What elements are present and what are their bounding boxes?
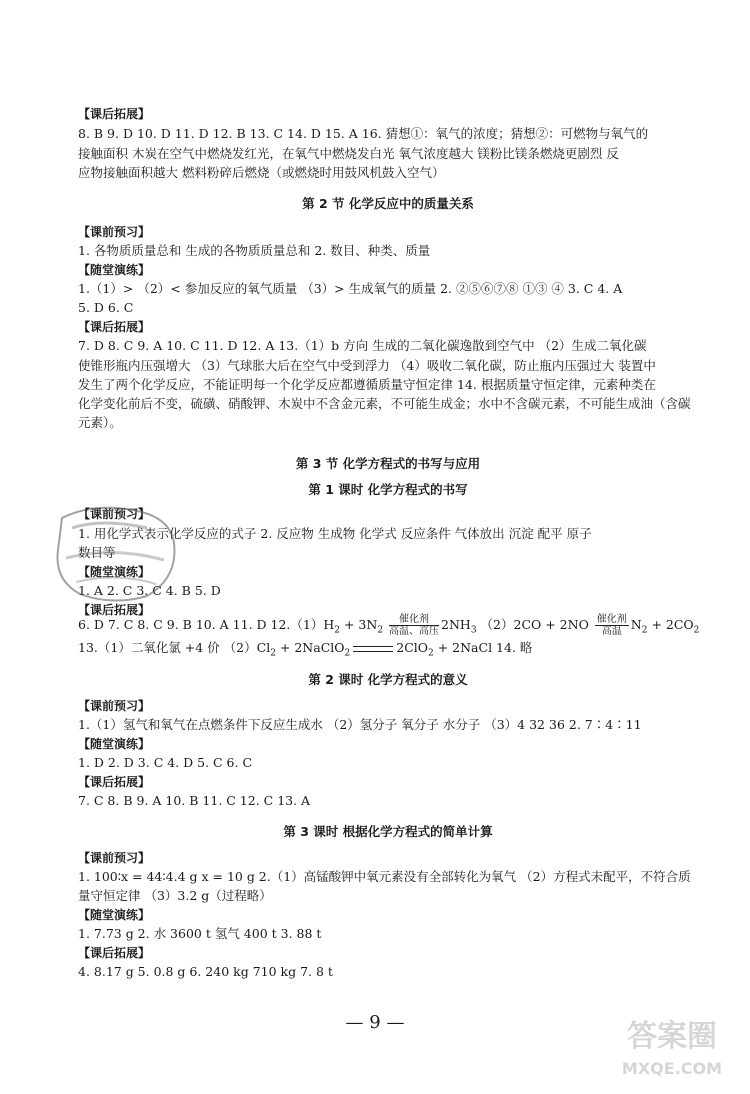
subscript: 3	[470, 625, 477, 636]
section-title: 第 2 节 化学反应中的质量关系	[302, 196, 474, 211]
section-label-preview: 【课前预习】	[78, 699, 151, 713]
section-label-extension: 【课后拓展】	[78, 603, 151, 617]
answer-line: 7. D 8. C 9. A 10. C 11. D 12. A 13.（1）b 方向 生成的二氧化碳逸散到空气中 （2）生成二氧化碳	[78, 338, 647, 353]
subscript: 2	[641, 625, 648, 636]
section-label-drill: 【随堂演练】	[78, 737, 151, 751]
section-label-extension: 【课后拓展】	[78, 320, 151, 334]
answer-line: 发生了两个化学反应，不能证明每一个化学反应都遵循质量守恒定律 14. 根据质量守恒定律，元素种类在	[78, 377, 656, 392]
section-label-extension: 【课后拓展】	[78, 775, 151, 789]
answer-text: + 3N	[340, 617, 378, 632]
answer-line: 7. C 8. B 9. A 10. B 11. C 12. C 13. A	[78, 793, 311, 808]
answer-text: N	[630, 617, 642, 632]
reaction-condition-top: 催化剂	[596, 614, 627, 625]
answer-line-equations	[78, 614, 698, 642]
subscript: 2	[270, 648, 276, 659]
answer-text: 13.（1）二氧化氯 +4 价 （2）Cl	[78, 640, 271, 655]
answer-line: 化学变化前后不变，硫磺、硝酸钾、木炭中不含金元素，不可能生成金；水中不含碳元素，不可能生成油（含碳	[78, 396, 691, 411]
page-number: — 9 —	[345, 1012, 405, 1033]
reaction-condition-top: 催化剂	[389, 614, 439, 626]
section-label-extension: 【课后拓展】	[78, 107, 151, 121]
section-label-preview: 【课前预习】	[78, 225, 151, 239]
answer-line: 1. 用化学式表示化学反应的式子 2. 反应物 生成物 化学式 反应条件 气体放出 沉淀 配平 原子	[78, 526, 592, 541]
lesson-title: 第 2 课时 化学方程式的意义	[308, 672, 468, 687]
subscript: 2	[344, 648, 351, 659]
answer-text: + 2NaClO	[275, 640, 345, 655]
watermark-title: 答案圈	[627, 1019, 717, 1054]
answer-text: （2）2CO + 2NO	[476, 617, 593, 632]
answer-line: 使锥形瓶内压强增大 （3）气球胀大后在空气中受到浮力 （4）吸收二氧化碳，防止瓶内压强过大 装置中	[78, 358, 656, 373]
answer-line: 1. A 2. C 3. C 4. B 5. D	[78, 583, 221, 598]
site-watermark	[602, 1006, 742, 1086]
section-label-drill: 【随堂演练】	[78, 908, 151, 922]
answer-text: 2NH	[441, 617, 471, 632]
reaction-condition-bottom: 高温、高压	[389, 626, 440, 637]
ink-stamp	[52, 498, 180, 608]
answer-line: 1.（1）> （2）< 参加反应的氧气质量 （3）> 生成氧气的质量 2. ②⑤⑥⑦⑧ ①③ ④ 3. C 4. A	[78, 281, 623, 296]
answer-line: 5. D 6. C	[78, 300, 134, 315]
answer-text: 6. D 7. C 8. C 9. B 10. A 11. D 12.（1）H	[78, 617, 335, 632]
answer-line: 1.（1）氢气和氧气在点燃条件下反应生成水 （2）氢分子 氧分子 水分子 （3）4 32 36 2. 7∶4∶11	[78, 717, 642, 732]
answer-text: + 2NaCl 14. 略	[433, 640, 533, 655]
subscript: 2	[334, 625, 340, 636]
subscript: 2	[693, 625, 700, 636]
answer-line: 1. 100∶x = 44∶4.4 g x = 10 g 2.（1）高锰酸钾中氧元素没有全部转化为氧气 （2）方程式未配平，不符合质	[78, 869, 691, 884]
section-title: 第 3 节 化学方程式的书写与应用	[295, 456, 481, 471]
answer-text: 2ClO	[396, 640, 429, 655]
equals-sign	[353, 646, 393, 652]
answer-line: 量守恒定律 （3）3.2 g（过程略）	[78, 888, 272, 903]
answer-text: + 2CO	[647, 617, 694, 632]
answer-line: 4. 8.17 g 5. 0.8 g 6. 240 kg 710 kg 7. 8 t	[78, 964, 333, 979]
answer-line: 接触面积 木炭在空气中燃烧发红光，在氧气中燃烧发白光 氧气浓度越大 镁粉比镁条燃烧更剧烈 反	[78, 146, 619, 161]
lesson-title: 第 3 课时 根据化学方程式的简单计算	[283, 824, 493, 839]
subscript: 2	[428, 648, 434, 659]
section-label-extension: 【课后拓展】	[78, 946, 151, 960]
answer-line: 1. D 2. D 3. C 4. D 5. C 6. C	[78, 755, 253, 770]
lesson-title: 第 1 课时 化学方程式的书写	[308, 482, 468, 497]
answer-line: 8. B 9. D 10. D 11. D 12. B 13. C 14. D 15. A 16. 猜想①：氧气的浓度；猜想②：可燃物与氧气的	[78, 126, 649, 141]
answer-line: 1. 7.73 g 2. 水 3600 t 氢气 400 t 3. 88 t	[78, 926, 322, 941]
answer-line: 数目等	[78, 545, 116, 560]
answer-line: 应物接触面积越大 燃料粉碎后燃烧（或燃烧时用鼓风机鼓入空气）	[78, 165, 445, 180]
reaction-arrow	[595, 614, 629, 637]
answer-line	[78, 640, 698, 662]
section-label-drill: 【随堂演练】	[78, 263, 151, 277]
section-label-preview: 【课前预习】	[78, 507, 151, 521]
answer-line: 元素）。	[78, 415, 122, 430]
watermark-url: MXQE.COM	[621, 1059, 723, 1078]
section-label-drill: 【随堂演练】	[78, 565, 151, 579]
subscript: 2	[377, 625, 384, 636]
section-label-preview: 【课前预习】	[78, 851, 151, 865]
answer-line: 1. 各物质质量总和 生成的各物质质量总和 2. 数目、种类、质量	[78, 243, 431, 258]
reaction-condition-bottom: 高温	[601, 626, 622, 637]
reaction-arrow	[389, 614, 439, 637]
